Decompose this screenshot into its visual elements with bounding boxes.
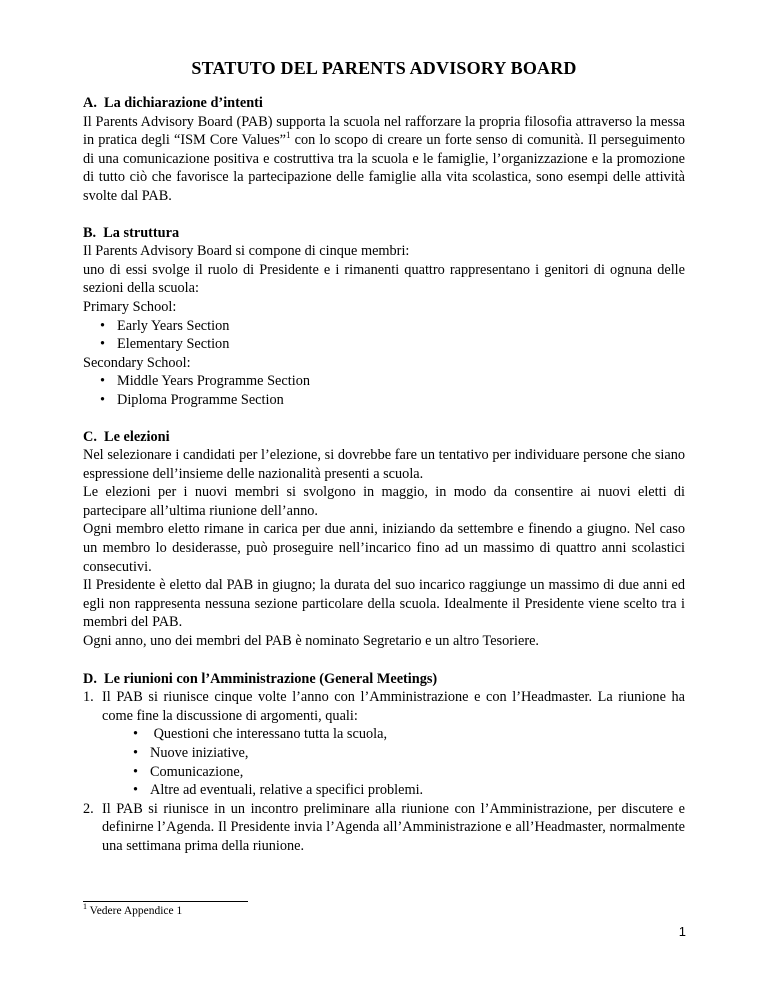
numbered-item-1 <box>83 688 685 800</box>
secondary-school-list <box>83 372 685 409</box>
document-body <box>83 94 685 856</box>
section-a-paragraph <box>83 113 685 206</box>
section-d <box>83 670 685 856</box>
footnote-separator <box>83 901 248 902</box>
list-item: • Elementary Section <box>83 335 685 354</box>
secondary-school-label: Secondary School: <box>83 354 191 371</box>
section-c-paragraph: Ogni membro eletto rimane in carica per due anni, iniziando da settembre e finendo a giugno. Nel caso un membro lo desiderasse, può proseguire nell’incarico fino ad un massimo di quattro anni scolastici consecutivi. <box>83 521 685 575</box>
primary-school-list <box>83 317 685 354</box>
topics-list <box>83 725 685 799</box>
section-c-paragraph: Le elezioni per i nuovi membri si svolgono in maggio, in modo da consentire ai nuovi eletti di partecipare all’ultima riunione dell’anno. <box>83 484 685 519</box>
list-item: • Middle Years Programme Section <box>83 372 685 391</box>
footnote-mark: 1 <box>83 902 87 911</box>
item-number: 2. <box>83 800 94 817</box>
footnote-text: Vedere Appendice 1 <box>87 905 183 917</box>
section-d-heading: D. Le riunioni con l’Amministrazione (General Meetings) <box>83 670 438 687</box>
list-item: • Early Years Section <box>83 317 685 336</box>
section-a-heading: A. La dichiarazione d’intenti <box>83 95 263 111</box>
numbered-item-2 <box>83 800 685 856</box>
section-d-list <box>83 688 685 855</box>
section-b-line-2: uno di essi svolge il ruolo di Presidente e i rimanenti quattro rappresentano i genitori di ognuna delle sezioni della scuola: <box>83 261 685 297</box>
section-b-heading: B. La struttura <box>83 224 180 241</box>
section-c-paragraph: Ogni anno, uno dei membri del PAB è nominato Segretario e un altro Tesoriere. <box>83 633 540 650</box>
section-a <box>83 94 685 206</box>
primary-school-label: Primary School: <box>83 298 177 315</box>
section-a-text-2: con lo scopo di creare un forte senso di comunità. Il perseguimento di una comunicazione positiva e costruttiva tra la scuola e le famiglie, l’organizzazione e la promozione di tutto ciò che favorisce la partecipazione delle famiglie alla vita scolastica, sono esempi delle attività svolte dal PAB. <box>83 132 686 204</box>
list-item: • Nuove iniziative, <box>83 744 685 763</box>
footnote-reference: 1 <box>286 130 291 141</box>
list-item: • Altre ad eventuali, relative a specifici problemi. <box>83 781 685 800</box>
item-number: 1. <box>83 689 94 706</box>
list-item: • Questioni che interessano tutta la scuola, <box>83 725 685 744</box>
section-b <box>83 224 685 410</box>
list-item: • Diploma Programme Section <box>83 391 685 410</box>
section-a-text-1: Il Parents Advisory Board (PAB) supporta la scuola nel rafforzare la propria filosofia attraverso la messa in pratica degli “ISM Core Values” <box>83 113 685 149</box>
list-item: • Comunicazione, <box>83 763 685 782</box>
section-c-heading: C. Le elezioni <box>83 428 170 445</box>
item-text: Il PAB si riunisce in un incontro preliminare alla riunione con l’Amministrazione, per discutere e definirne l’Agenda. Il Presidente invia l’Agenda all’Amministrazione e all’Headmaster, normalmente una settimana prima della riunione. <box>102 800 685 854</box>
section-c <box>83 428 685 651</box>
page-number: 1 <box>678 924 686 939</box>
section-c-paragraph: Il Presidente è eletto dal PAB in giugno; la durata del suo incarico raggiunge un massimo di due anni ed egli non rappresenta nessuna sezione particolare della scuola. Idealmente il Presidente viene scelto tra i membri del PAB. <box>83 577 685 631</box>
item-text: Il PAB si riunisce cinque volte l’anno con l’Amministrazione e con l’Headmaster. La riunione ha come fine la discussione di argomenti, quali: <box>102 689 685 724</box>
section-c-paragraph: Nel selezionare i candidati per l’elezione, si dovrebbe fare un tentativo per individuare persone che siano espressione dell’insieme delle nazionalità presenti a scuola. <box>83 447 685 482</box>
document-title: STATUTO DEL PARENTS ADVISORY BOARD <box>191 58 577 78</box>
section-b-line-1: Il Parents Advisory Board si compone di cinque membri: <box>83 243 410 260</box>
footnote <box>83 902 183 917</box>
